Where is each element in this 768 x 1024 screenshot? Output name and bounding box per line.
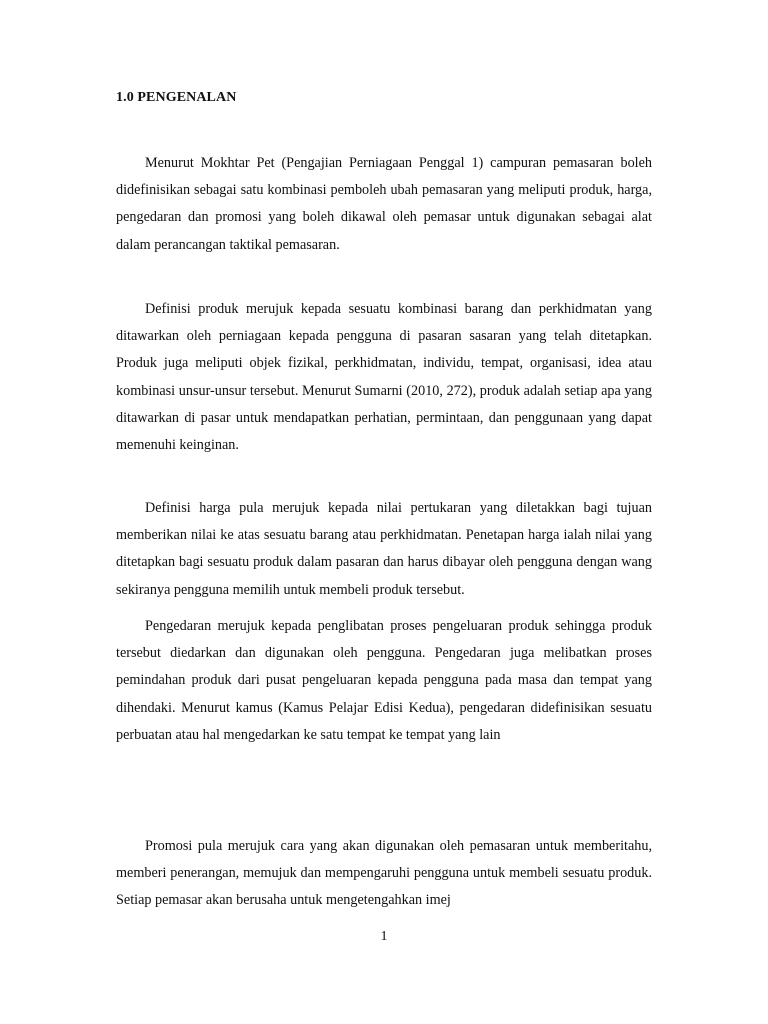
paragraph-pengedaran: Pengedaran merujuk kepada penglibatan proses pengeluaran produk sehingga produk tersebut diedarkan dan digunakan oleh pengguna. Pengedaran juga melibatkan proses pemindahan produk dari pusat pengeluaran kepada pengguna pada masa dan tempat yang dihendaki. Menurut kamus (Kamus Pelajar Edisi Kedua), pengedaran didefinisikan sesuatu perbuatan atau hal mengedarkan ke satu tempat ke tempat yang lain xyxy=(116,618,652,743)
page-number: 1 xyxy=(380,929,388,944)
paragraph-harga: Definisi harga pula merujuk kepada nilai pertukaran yang diletakkan bagi tujuan memberikan nilai ke atas sesuatu barang atau perkhidmatan. Penetapan harga ialah nilai yang ditetapkan bagi sesuatu produk dalam pasaran dan harus dibayar oleh pengguna dengan wang sekiranya pengguna memilih untuk membeli produk tersebut. xyxy=(116,500,652,598)
paragraph-promosi: Promosi pula merujuk cara yang akan digunakan oleh pemasaran untuk memberitahu, memberi penerangan, memujuk dan mempengaruhi pengguna untuk membeli sesuatu produk. Setiap pemasar akan berusaha untuk mengetengahkan imej xyxy=(116,838,652,909)
section-heading: 1.0 PENGENALAN xyxy=(116,90,237,105)
paragraph-campuran-pemasaran: Menurut Mokhtar Pet (Pengajian Perniagaan Penggal 1) campuran pemasaran boleh didefinisikan sebagai satu kombinasi pemboleh ubah pemasaran yang meliputi produk, harga, pengedaran dan promosi yang boleh dikawal oleh pemasar untuk digunakan sebagai alat dalam perancangan taktikal pemasaran. xyxy=(116,155,652,253)
paragraph-produk: Definisi produk merujuk kepada sesuatu kombinasi barang dan perkhidmatan yang ditawarkan oleh perniagaan kepada pengguna di pasaran sasaran yang telah ditetapkan. Produk juga meliputi objek fizikal, perkhidmatan, individu, tempat, organisasi, idea atau kombinasi unsur-unsur tersebut. Menurut Sumarni (2010, 272), produk adalah setiap apa yang ditawarkan di pasar untuk mendapatkan perhatian, permintaan, dan penggunaan yang dapat memenuhi keinginan. xyxy=(116,301,652,454)
